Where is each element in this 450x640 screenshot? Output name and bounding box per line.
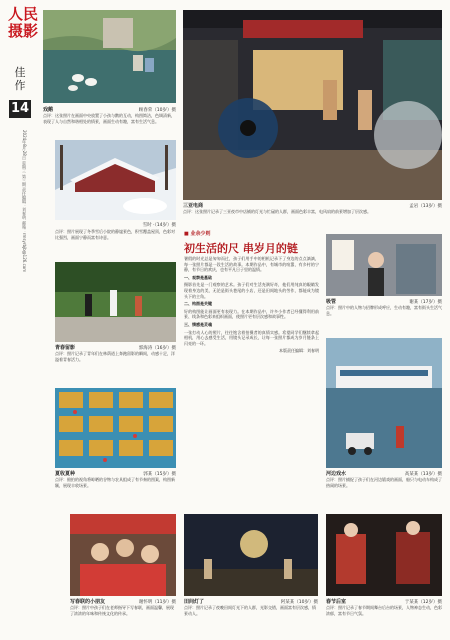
caption-line-p5 bbox=[55, 470, 176, 477]
photo-river bbox=[326, 338, 442, 468]
photo-caption-p9: 点评：照片记录了夜晚田间灯光下的人群，光影交错，画面富有层次感，情景动人。 bbox=[184, 605, 316, 616]
photo-sign bbox=[326, 234, 442, 296]
photo-field-lights bbox=[184, 514, 318, 596]
photo-credit-p9: 阿某某（10岁）摄 bbox=[280, 599, 318, 605]
caption-line-p4 bbox=[55, 344, 176, 351]
photo-caption-p10: 点评：照片记录了春节期间舞台后台的场景，人物神态生动，色彩浓郁，富有节日气氛。 bbox=[326, 605, 442, 616]
photo-caption-p5: 点评：俯拍的视角将晾晒的谷物与农具组成了有节奏的图案，构图新颖，展现丰收场景。 bbox=[55, 477, 175, 488]
photo-snow bbox=[55, 140, 176, 220]
photo-geese bbox=[43, 10, 176, 103]
photo-caption-p4: 点评：照片记录了青年们在林荫道上奔跑留影的瞬间，动感十足，洋溢着青春活力。 bbox=[55, 351, 175, 362]
photo-title-p5: 夏收夏种 bbox=[55, 471, 76, 477]
masthead-line1: 人民 bbox=[8, 5, 39, 23]
caption-line-p1 bbox=[43, 106, 176, 113]
photo-title-p9: 田间灯了 bbox=[184, 599, 205, 605]
caption-line-p7 bbox=[326, 470, 442, 477]
article-tag: ■ 业余少则 bbox=[184, 231, 211, 237]
photo-credit-p8: 谢怀明（11岁）摄 bbox=[138, 599, 176, 605]
photo-caption-p6: 点评：照片中的人物与招牌形成呼应，生动有趣，富有街头生活气息。 bbox=[326, 305, 442, 316]
article-subhead2: 二、构图是关键 bbox=[184, 301, 212, 307]
article-para1: 暑假的时光总是匆匆而过，孩子们用手中的相机记录下了身边的点点滴滴，每一张照片都是一段生活的故事。本期作品中，有城市的喧嚣，有乡村的宁静，有节日的欢庆，也有平凡日子里的温情。 bbox=[184, 256, 319, 273]
photo-calligraphy bbox=[70, 514, 176, 596]
article-para4: 一张打动人心的照片，往往饱含着拍摄者的真情实感。希望同学们继续拿起相机，用心去感受生活，用镜头记录成长，让每一张照片都成为岁月链条上闪亮的一环。 bbox=[184, 329, 319, 346]
photo-credit-p5: 郭某（15岁）摄 bbox=[143, 471, 176, 477]
photo-running bbox=[55, 262, 176, 342]
photo-credit-p1: 顾春荣（10岁）摄 bbox=[138, 107, 176, 113]
caption-line-p6 bbox=[326, 298, 442, 305]
photo-caption-p1: 点评：这张照片在画面中央放置了小孩与鹅的互动，构图简洁，色调清新，表现了人与自然和谐相处的情景，画面生动有趣，富有生活气息。 bbox=[43, 113, 175, 124]
page-meta: 2024年8月28日 星期三 第三期 责任编辑：刘春明 邮箱：rmsyrbjb@126.com bbox=[22, 130, 27, 273]
photo-title-p1: 戏鹅 bbox=[43, 107, 54, 113]
article-para3: 好的构图能让画面更有表现力。在本期作品中，许多小作者已经懂得利用前景、线条和色彩来组织画面，使照片更有层次感和故事性。 bbox=[184, 308, 319, 320]
section-label: 佳作 bbox=[14, 66, 26, 92]
photo-title-p7: 河边戏水 bbox=[326, 471, 347, 477]
photo-title-p6: 吸管 bbox=[326, 299, 337, 305]
photo-credit-p6: 谢某（17岁）摄 bbox=[409, 299, 442, 305]
caption-line-p9 bbox=[184, 598, 318, 605]
caption-line-p10 bbox=[326, 598, 442, 605]
caption-line-p2 bbox=[55, 222, 176, 228]
article-para2: 摄影首先是一门观察的艺术。孩子们对生活充满好奇，他们用纯真的眼睛发现着身边的美，无论是街头巷尾的小店，还是田间地头的劳作，都能成为镜头下的主角。 bbox=[184, 282, 319, 299]
photo-title-p3: 三亚电商 bbox=[183, 203, 204, 209]
photo-title-p10: 春节后室 bbox=[326, 599, 347, 605]
photo-title-p4: 青春留影 bbox=[55, 345, 76, 351]
photo-caption-p3: 点评：这张照片记录了三亚夜市中店铺的灯光与忙碌的人群，画面色彩丰富，电风扇的前景增加了层次感。 bbox=[183, 209, 371, 214]
article-subhead1: 一、观察是基础 bbox=[184, 274, 212, 280]
masthead-line2: 摄影 bbox=[8, 22, 39, 40]
masthead-logo bbox=[8, 6, 38, 60]
photo-credit-p7: 高某某（13岁）摄 bbox=[404, 471, 442, 477]
article-subhead3: 三、情感是灵魂 bbox=[184, 321, 212, 327]
photo-credit-p2: 雪时 ·（14岁）摄 bbox=[142, 223, 176, 228]
page-number: 14 bbox=[10, 101, 30, 116]
photo-caption-p2: 点评：照片展现了冬季雪后小院的静谧景色，积雪覆盖屋顶，色彩对比强烈，画面宁静而富有诗意。 bbox=[55, 229, 175, 240]
photo-caption-p7: 点评：照片捕捉了孩子们在河边嬉戏的画面，船只与电动车构成了热闹的场景。 bbox=[326, 477, 442, 488]
photo-backstage bbox=[326, 514, 442, 596]
photo-street-night bbox=[183, 10, 442, 200]
photo-harvest bbox=[55, 388, 176, 468]
article-title: 初生活的尺 串岁月的链 bbox=[184, 242, 298, 255]
photo-credit-p3: 孟岩（13岁）摄 bbox=[409, 203, 442, 209]
photo-caption-p8: 点评：照片中孩子们在老师指导下写春联，画面温馨，展现了浓浓的年味和传统文化的传承。 bbox=[70, 605, 174, 616]
photo-title-p8: 写春联的小朋友 bbox=[70, 599, 106, 605]
photo-credit-p10: 于某某（12岁）摄 bbox=[404, 599, 442, 605]
article-footer: 本版责任编辑：刘春明 bbox=[279, 348, 319, 354]
caption-line-p3 bbox=[183, 202, 442, 209]
caption-line-p8 bbox=[70, 598, 176, 605]
photo-credit-p4: 郭海涛（16岁）摄 bbox=[138, 345, 176, 351]
